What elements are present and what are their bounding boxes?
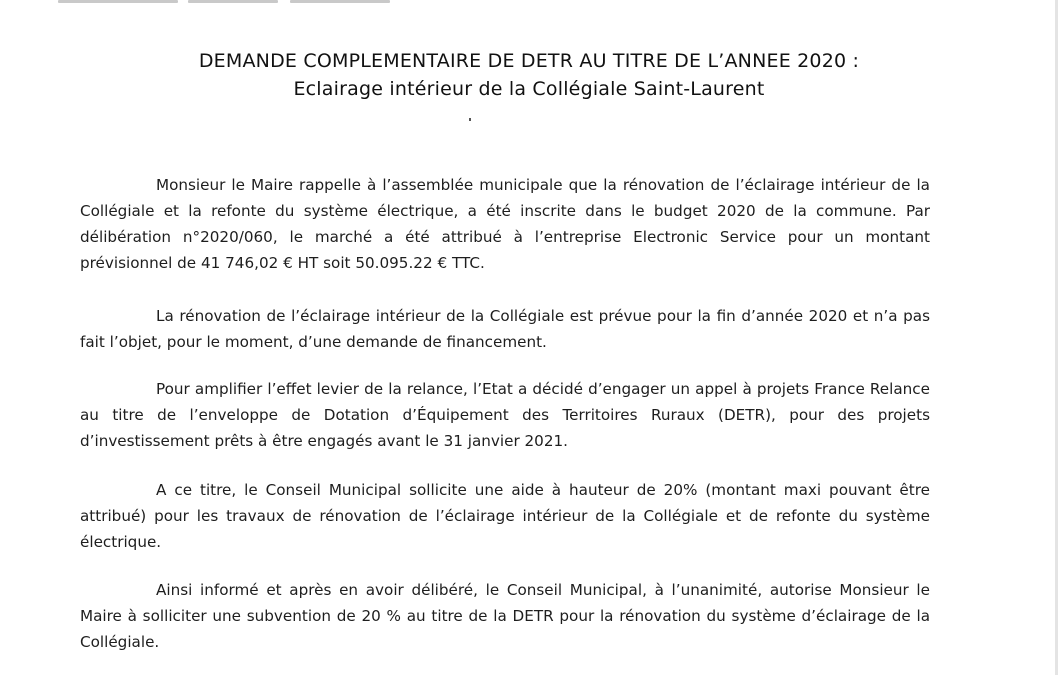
paragraph-schedule: La rénovation de l’éclairage intérieur de la Collégiale est prévue pour la fin d’année 2020 et n’a pas fait l’objet, pour le moment, d’une demande de financement. [80,307,930,351]
paragraph-decision: Ainsi informé et après en avoir délibéré, le Conseil Municipal, à l’unanimité, autorise Monsieur le Maire à solliciter une subvention de 20 % au titre de la DETR pour la rénovation du système d’éclairage de la Collégiale. [80,581,930,651]
cropped-header-remnant [58,0,398,6]
document-title: DEMANDE COMPLEMENTAIRE DE DETR AU TITRE DE L’ANNEE 2020 : [198,50,860,72]
cropped-header-bar [58,0,178,3]
cropped-header-bar [188,0,278,3]
paragraph-france-relance: Pour amplifier l’effet levier de la relance, l’Etat a décidé d’engager un appel à projets France Relance au titre de l’enveloppe de Dotation d’Équipement des Territoires Ruraux (DETR), pour des projets d’investissement prêts à être engagés avant le 31 janvier 2021. [80,380,930,450]
scan-speck [469,118,471,121]
cropped-header-bar [290,0,390,3]
document-heading [0,48,1058,102]
document-subtitle: Eclairage intérieur de la Collégiale Saint-Laurent [293,78,765,100]
paragraph-budget: Monsieur le Maire rappelle à l’assemblée municipale que la rénovation de l’éclairage intérieur de la Collégiale et la refonte du système électrique, a été inscrite dans le budget 2020 de la commune. Par délibération n°2020/060, le marché a été attribué à l’entreprise Electronic Service pour un montant prévisionnel de 41 746,02 € HT soit 50.095.22 € TTC. [80,176,930,272]
paragraph-aid-request: A ce titre, le Conseil Municipal sollicite une aide à hauteur de 20% (montant maxi pouvant être attribué) pour les travaux de rénovation de l’éclairage intérieur de la Collégiale et de refonte du système électrique. [80,481,930,551]
